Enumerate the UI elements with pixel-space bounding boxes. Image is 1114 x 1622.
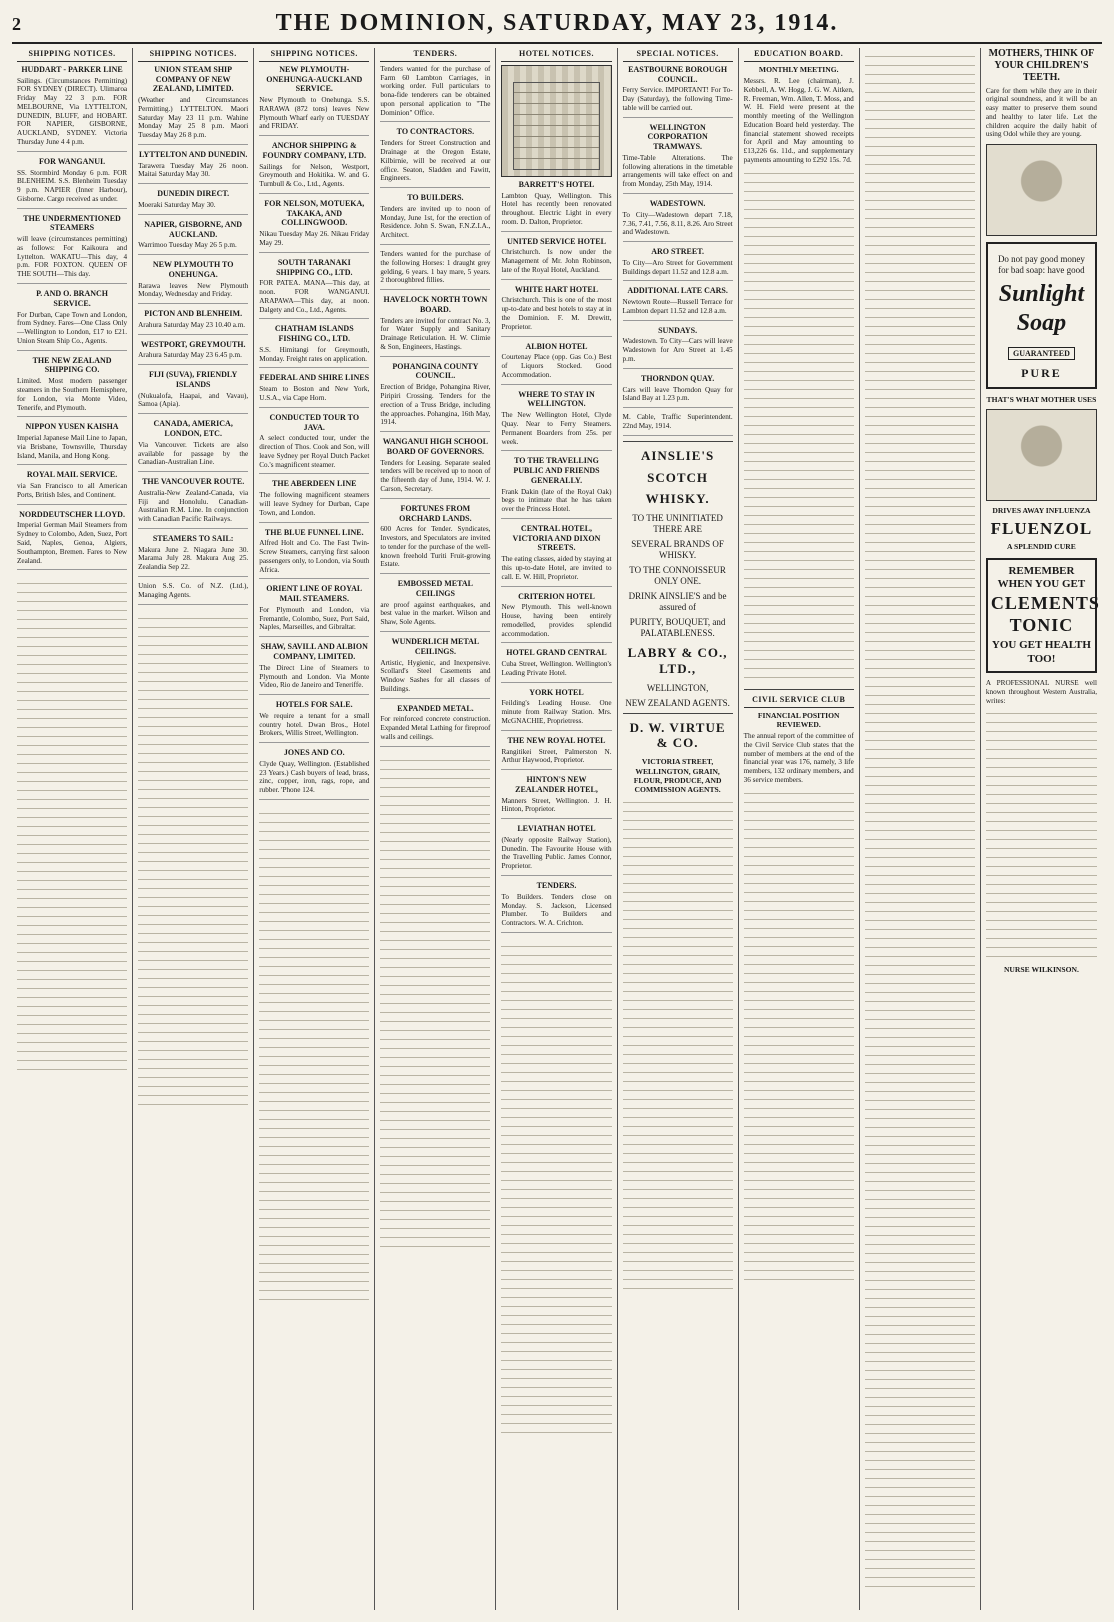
column-shipping-2 bbox=[133, 48, 254, 1610]
hotel-ad: YORK HOTEL Feilding's Leading House. One minute from Railway Station. Mrs. McGNACHIE, Proprietress. bbox=[501, 688, 611, 731]
signature: NURSE WILKINSON. bbox=[1003, 965, 1079, 975]
hotel-ad: HOTEL GRAND CENTRAL Cuba Street, Wellington. Wellington's Leading Private Hotel. bbox=[501, 648, 611, 682]
tender-ad: TO CONTRACTORS. Tenders for Street Construction and Drainage at the Oregon Estate, Kilbirnie, will be received at our office. Seaton, Sladden and Fawitt, Engineers. bbox=[380, 127, 490, 188]
jones-ad: JONES AND CO. Clyde Quay, Wellington. (Established 23 Years.) Cash buyers of lead, brass, zinc, copper, iron, rags, rope, and rubber. 'Phone 124. bbox=[259, 748, 369, 800]
column-heading: SHIPPING NOTICES. bbox=[138, 48, 248, 62]
tender-ad: Tenders wanted for the purchase of the following Horses: 1 draught grey gelding, 6 years. 1 bay mare, 5 years. 2 thoroughbred fillies. bbox=[380, 250, 490, 290]
shipping-ad: P. AND O. BRANCH SERVICE. For Durban, Cape Town and London, from Sydney. Fares—One Class Only—Wellington to London, £17 to £21. Union Steam Ship Co., Agents. bbox=[17, 289, 127, 351]
small-print-lines bbox=[501, 938, 611, 1438]
tender-ad: POHANGINA COUNTY COUNCIL. Erection of Bridge, Pohangina River, Piripiri Crossing. Tenders for the erection of a Truss Bridge, including the approaches. Pohangina, 16th May, 1914. bbox=[380, 362, 490, 432]
shipping-ad: LYTTELTON AND DUNEDIN. Tarawera Tuesday May 26 noon. Maitai Saturday May 30. bbox=[138, 150, 248, 184]
section-heading: CIVIL SERVICE CLUB bbox=[744, 694, 854, 708]
column-tenders bbox=[375, 48, 496, 1610]
shipping-ad: CONDUCTED TOUR TO JAVA. A select conducted tour, under the direction of Thos. Cook and Son, will leave Sydney per Royal Dutch Packet Co.'s magnificent steamer. bbox=[259, 413, 369, 475]
notice-ad: M. Cable, Traffic Superintendent. 22nd May, 1914. bbox=[623, 413, 733, 436]
page-number: 2 bbox=[12, 14, 21, 34]
shipping-ad: PICTON AND BLENHEIM. Arahura Saturday May 23 10.40 a.m. bbox=[138, 309, 248, 335]
small-print-lines bbox=[744, 785, 854, 1285]
small-print-lines bbox=[623, 794, 733, 1294]
column-special-notices bbox=[618, 48, 739, 1610]
virtue-ad: D. W. VIRTUE & CO. VICTORIA STREET, WELLINGTON, GRAIN, FLOUR, PRODUCE, AND COMMISSION AGENTS. bbox=[629, 719, 726, 795]
tender-ad: EMBOSSED METAL CEILINGS are proof against earthquakes, and best value in the market. Wilson and Shaw, Sole Agents. bbox=[380, 579, 490, 632]
small-print-lines bbox=[380, 752, 490, 1252]
shipping-ad: SHAW, SAVILL AND ALBION COMPANY, LIMITED. The Direct Line of Steamers to Plymouth and London. Via Monte Video, Rio de Janeiro and Teneriffe. bbox=[259, 642, 369, 695]
tender-ad: Tenders wanted for the purchase of Farm 60 Lambton Carriages, in working order. Full particulars to bona-fide tenderers can be obtained upon personal application to "The Dominion" Office. bbox=[380, 65, 490, 123]
shipping-ad: ORIENT LINE OF ROYAL MAIL STEAMERS. For Plymouth and London, via Fremantle, Colombo, Suez, Port Said, Naples, Marseilles, and Gibraltar. bbox=[259, 584, 369, 637]
masthead bbox=[12, 10, 1102, 44]
article-body: The annual report of the committee of the Civil Service Club states that the number of members at the end of the financial year was 176, namely, 3 life members, 132 ordinary members, and 36 service members. bbox=[743, 732, 854, 784]
shipping-ad: NIPPON YUSEN KAISHA Imperial Japanese Mail Line to Japan, via Brisbane, Townsville, Thursday Island, Manila, and Hong Kong. bbox=[17, 422, 127, 465]
tender-ad: WUNDERLICH METAL CEILINGS. Artistic, Hygienic, and Inexpensive. Scollard's Steel Casements and Window Sashes for all classes of Buildings. bbox=[380, 637, 490, 699]
shipping-ad: ROYAL MAIL SERVICE. via San Francisco to all American Ports, British Isles, and Continent. bbox=[17, 470, 127, 504]
hotel-ad: UNITED SERVICE HOTEL Christchurch. Is now under the Management of Mr. John Robinson, late of the Royal Hotel, Auckland. bbox=[501, 237, 611, 280]
shipping-ad: THE UNDERMENTIONED STEAMERS will leave (circumstances permitting) as follows: For Kaikoura and Lyttelton. WAKATU—This day, 4 p.m. FOR FOXTON. QUEEN OF THE SOUTH—This day. bbox=[17, 214, 127, 284]
hotel-ad: THE NEW ROYAL HOTEL Rangitikei Street, Palmerston N. Arthur Haywood, Proprietor. bbox=[501, 736, 611, 770]
column-advertisements bbox=[981, 48, 1102, 1610]
shipping-ad: ANCHOR SHIPPING & FOUNDRY COMPANY, LTD. Sailings for Nelson, Westport, Greymouth and Hokitika. W. and G. Turnbull & Co., Ltd., Agents. bbox=[259, 141, 369, 194]
column-heading: SHIPPING NOTICES. bbox=[17, 48, 127, 62]
column-heading: HOTEL NOTICES. bbox=[501, 48, 611, 62]
shipping-ad: FOR WANGANUI. SS. Stormbird Monday 6 p.m. FOR BLENHEIM. S.S. Blenheim Tuesday 9 p.m. NAPIER (Inner Harbour), Gisborne. Cargo received as under. bbox=[17, 157, 127, 209]
hotel-ad: WHITE HART HOTEL Christchurch. This is one of the most up-to-date and best hotels to stay at in the Dominion. F. M. Drewitt, Proprietor. bbox=[501, 285, 611, 337]
notice-ad: ARO STREET. To City—Aro Street for Government Buildings depart 11.52 and 12.8 a.m. bbox=[623, 247, 733, 281]
small-print-lines bbox=[986, 705, 1097, 965]
shipping-ad: FIJI (SUVA), FRIENDLY ISLANDS (Nukualofa, Haapai, and Vavau), Samoa (Apia). bbox=[138, 370, 248, 414]
odol-text: Care for them while they are in their original soundness, and it will be an easy matter to preserve them sound and healthy to later life. Let the children acquire the daily habit of using Odol while they are young. bbox=[985, 86, 1097, 139]
tender-ad: WANGANUI HIGH SCHOOL BOARD OF GOVERNORS. Tenders for Leasing. Separate sealed tenders will be received up to noon of the fifteenth day of June, 1914. W. J. Carson, Secretary. bbox=[380, 437, 490, 499]
column-education-board bbox=[739, 48, 860, 1610]
clements-tonic-ad: REMEMBER WHEN YOU GET CLEMENTS TONIC YOU GET HEALTH TOO! bbox=[986, 558, 1097, 674]
hotels-for-sale-ad: HOTELS FOR SALE. We require a tenant for a small country hotel. Dwan Bros., Hotel Brokers, Willis Street, Wellington. bbox=[259, 700, 369, 743]
shipping-ad: NEW PLYMOUTH-ONEHUNGA-AUCKLAND SERVICE. New Plymouth to Onehunga. S.S. RARAWA (872 tons) leaves New Plymouth Wharf early on TUESDAY and FRIDAY. bbox=[259, 65, 369, 136]
column-hotels bbox=[496, 48, 617, 1610]
small-print-lines bbox=[865, 48, 975, 1588]
shipping-ad: THE NEW ZEALAND SHIPPING CO. Limited. Most modern passenger steamers in the Southern Hemisphere, for London, via Monte Video, Tenerife, and Plymouth. bbox=[17, 356, 127, 418]
shipping-ad: NEW PLYMOUTH TO ONEHUNGA. Rarawa leaves New Plymouth Monday, Wednesday and Friday. bbox=[138, 260, 248, 304]
odol-headline: MOTHERS, THINK OF YOUR CHILDREN'S TEETH. bbox=[988, 48, 1095, 84]
columns bbox=[12, 48, 1102, 1610]
page-title: THE DOMINION, SATURDAY, MAY 23, 1914. bbox=[275, 10, 839, 36]
small-print-lines bbox=[17, 575, 127, 1075]
hotel-illustration bbox=[501, 65, 611, 177]
shipping-ad: THE BLUE FUNNEL LINE. Alfred Holt and Co. The Fast Twin-Screw Steamers, carrying first saloon passengers only, to London, via South Africa. bbox=[259, 528, 369, 580]
tender-ad: HAVELOCK NORTH TOWN BOARD. Tenders are invited for contract No. 3, for Water Supply and Sanitary Drainage Reticulation. H. W. Climie & Son, Engineers, Hastings. bbox=[380, 295, 490, 357]
shipping-ad: Union S.S. Co. of N.Z. (Ltd.), Managing Agents. bbox=[138, 582, 248, 605]
notice-ad: THORNDON QUAY. Cars will leave Thorndon Quay for Island Bay at 1.23 p.m. bbox=[623, 374, 733, 408]
tender-ad: EXPANDED METAL. For reinforced concrete construction. Expanded Metal Lathing for fireproof walls and ceilings. bbox=[380, 704, 490, 747]
splendid-cure: A SPLENDID CURE bbox=[1007, 542, 1076, 552]
shipping-ad: THE VANCOUVER ROUTE. Australia-New Zealand-Canada, via Fiji and Honolulu. Canadian-Australian R.M. Line. In conjunction with Canadian Pacific Railways. bbox=[138, 477, 248, 529]
shipping-ad: FOR NELSON, MOTUEKA, TAKAKA, AND COLLINGWOOD. Nikau Tuesday May 26. Nikau Friday May 29. bbox=[259, 199, 369, 253]
notice-ad: WADESTOWN. To City—Wadestown depart 7.18, 7.36, 7.41, 7.56, 8.11, 8.26. Aro Street and Wadestown. bbox=[623, 199, 733, 242]
notice-ad: SUNDAYS. Wadestown. To City—Cars will leave Wadestown for Aro Street at 1.45 p.m. bbox=[623, 326, 733, 369]
mother-uses-caption: THAT'S WHAT MOTHER USES bbox=[986, 395, 1097, 405]
hotel-ad: CENTRAL HOTEL, VICTORIA AND DIXON STREETS. The eating classes, aided by staying at this up-to-date Hotel, are invited to call. E. W. Hill, Proprietor. bbox=[501, 524, 611, 587]
hotel-ad: CRITERION HOTEL New Plymouth. This well-known House, having been entirely remodelled, provides splendid accommodation. bbox=[501, 592, 611, 644]
drives-away-caption: DRIVES AWAY INFLUENZA bbox=[992, 506, 1091, 516]
shipping-ad: THE ABERDEEN LINE The following magnificent steamers will leave Sydney for Durban, Cape Town, and London. bbox=[259, 479, 369, 522]
column-shipping-1 bbox=[12, 48, 133, 1610]
column-shipping-3 bbox=[254, 48, 375, 1610]
column-heading: SPECIAL NOTICES. bbox=[623, 48, 733, 62]
subheading: MONTHLY MEETING. bbox=[758, 64, 839, 74]
shipping-ad: CANADA, AMERICA, LONDON, ETC. Via Vancouver. Tickets are also available for passage by the Canadian-Australian Line. bbox=[138, 419, 248, 472]
hotel-ad: ALBION HOTEL Courtenay Place (opp. Gas Co.) Best of Liquors Stocked. Good Accommodation. bbox=[501, 342, 611, 385]
ainslie-whisky-ad: AINSLIE'S SCOTCH WHISKY. TO THE UNINITIATED THERE ARE SEVERAL BRANDS OF WHISKY. TO THE CONNOISSEUR ONLY ONE. DRINK AINSLIE'S and be assured of PURITY, BOUQUET, and PALATABLENESS. LABRY & CO., LTD., WELLINGTON, NEW ZEALAND AGENTS. bbox=[625, 447, 730, 708]
hotel-ad: LEVIATHAN HOTEL (Nearly opposite Railway Station), Dunedin. The Favourite House with the Travelling Public. James Connor, Proprietor. bbox=[501, 824, 611, 876]
shipping-ad: UNION STEAM SHIP COMPANY OF NEW ZEALAND, LIMITED. (Weather and Circumstances Permitting.) LYTTELTON. Maori Saturday May 23 11 p.m. Wahine Monday May 25 8 p.m. Maori Tuesday May 26 8 p.m. bbox=[138, 65, 248, 145]
shipping-ad: CHATHAM ISLANDS FISHING CO., LTD. S.S. Himitangi for Greymouth, Monday. Freight rates on application. bbox=[259, 324, 369, 368]
fluenzol-brand: FLUENZOL bbox=[990, 518, 1093, 538]
notice-ad: ADDITIONAL LATE CARS. Newtown Route—Russell Terrace for Lambton depart 11.52 and 12.8 a.m. bbox=[623, 286, 733, 320]
shipping-ad: WESTPORT, GREYMOUTH. Arahura Saturday May 23 6.45 p.m. bbox=[138, 340, 248, 366]
notice-ad: EASTBOURNE BOROUGH COUNCIL. Ferry Service. IMPORTANT! For To-Day (Saturday), the following Time-table will be carried out. bbox=[623, 65, 733, 118]
column-heading: EDUCATION BOARD. bbox=[744, 48, 854, 62]
hotel-ad: BARRETT'S HOTEL Lambton Quay, Wellington. This Hotel has recently been renovated throughout. Electric Light in every room. D. Dalton, Proprietor. bbox=[501, 180, 611, 232]
tender-ad: TO BUILDERS. Tenders are invited up to noon of Monday, June 1st, for the erection of Residence. John S. Swan, F.N.Z.I.A., Architect. bbox=[380, 193, 490, 245]
shipping-ad: SOUTH TARANAKI SHIPPING CO., LTD. FOR PATEA. MANA—This day, at noon. FOR WANGANUI. ARAPAWA—This day, at noon. Dalgety and Co., Ltd., Agents. bbox=[259, 258, 369, 320]
shipping-ad: STEAMERS TO SAIL: Makura June 2. Niagara June 30. Marama July 28. Makura Aug 25. Zealandia Sep 22. bbox=[138, 534, 248, 577]
shipping-ad: DUNEDIN DIRECT. Moeraki Saturday May 30. bbox=[138, 189, 248, 215]
small-print-lines bbox=[744, 165, 854, 685]
column-continuation bbox=[860, 48, 981, 1610]
hotel-ad: TO THE TRAVELLING PUBLIC AND FRIENDS GENERALLY. Frank Dakin (late of the Royal Oak) begs to intimate that he has taken over the Princess Hotel. bbox=[501, 456, 611, 519]
notice-ad: WELLINGTON CORPORATION TRAMWAYS. Time-Table Alterations. The following alterations in the timetable arrangements will take effect on and from Monday, 25th May, 1914. bbox=[623, 123, 733, 194]
sunlight-soap-ad: Do not pay good money for bad soap: have good Sunlight Soap GUARANTEED PURE bbox=[986, 242, 1097, 389]
fluenzol-illustration bbox=[986, 409, 1097, 501]
subheading: FINANCIAL POSITION REVIEWED. bbox=[757, 710, 840, 729]
testimonial: A PROFESSIONAL NURSE well known throughout Western Australia, writes: bbox=[985, 679, 1097, 705]
portrait-illustration bbox=[986, 144, 1097, 236]
column-heading: TENDERS. bbox=[380, 48, 490, 62]
shipping-ad: NAPIER, GISBORNE, AND AUCKLAND. Warrimoo Tuesday May 26 5 p.m. bbox=[138, 220, 248, 255]
shipping-ad: NORDDEUTSCHER LLOYD. Imperial German Mail Steamers from Sydney to Colombo, Aden, Suez, Port Said, Naples, Genoa, Algiers, Southampton, Bremen. Fares to New Zealand. bbox=[17, 510, 127, 571]
hotel-ad: WHERE TO STAY IN WELLINGTON. The New Wellington Hotel, Clyde Quay. Near to Ferry Steamers. Permanent Boarders from 25s. per week. bbox=[501, 390, 611, 452]
small-print-lines bbox=[259, 805, 369, 1305]
shipping-ad: FEDERAL AND SHIRE LINES Steam to Boston and New York, U.S.A., via Cape Horn. bbox=[259, 373, 369, 407]
tenders-ad: TENDERS. To Builders. Tenders close on Monday. S. Jackson, Licensed Plumber. To Builders and Contractors. W. A. Crichton. bbox=[501, 881, 611, 933]
small-print-lines bbox=[138, 610, 248, 1110]
article-body: Messrs. R. Lee (chairman), J. Kebbell, A. W. Hogg, J. G. W. Aitken, R. Freeman, Wm. Allen, T. Moss, and W. H. Field were present at the monthly meeting of the Wellington Education Board held yesterday. The financial statement showed receipts for April and May amounting to £13,226 6s. 11d., and supplementary payments amounting to £292 15s. 7d. bbox=[743, 77, 854, 165]
hotel-ad: HINTON'S NEW ZEALANDER HOTEL, Manners Street, Wellington. J. H. Hinton, Proprietor. bbox=[501, 775, 611, 819]
tender-ad: FORTUNES FROM ORCHARD LANDS. 600 Acres for Tender. Syndicates, Investors, and Speculators are invited to tender for the purchase of the well-known freehold Turiti Fruit-growing Estate. bbox=[380, 504, 490, 574]
column-heading: SHIPPING NOTICES. bbox=[259, 48, 369, 62]
shipping-ad: HUDDART - PARKER LINE Sailings. (Circumstances Permitting) FOR SYDNEY (DIRECT). Ulimaroa Friday May 22 3 p.m. FOR MELBOURNE, Via LYTTELTON, DUNEDIN, BLUFF, and HOBART. FOR NAPIER, GISBORNE, AUCKLAND, SYDNEY. Victoria Thursday June 4 4 p.m. bbox=[17, 65, 127, 152]
